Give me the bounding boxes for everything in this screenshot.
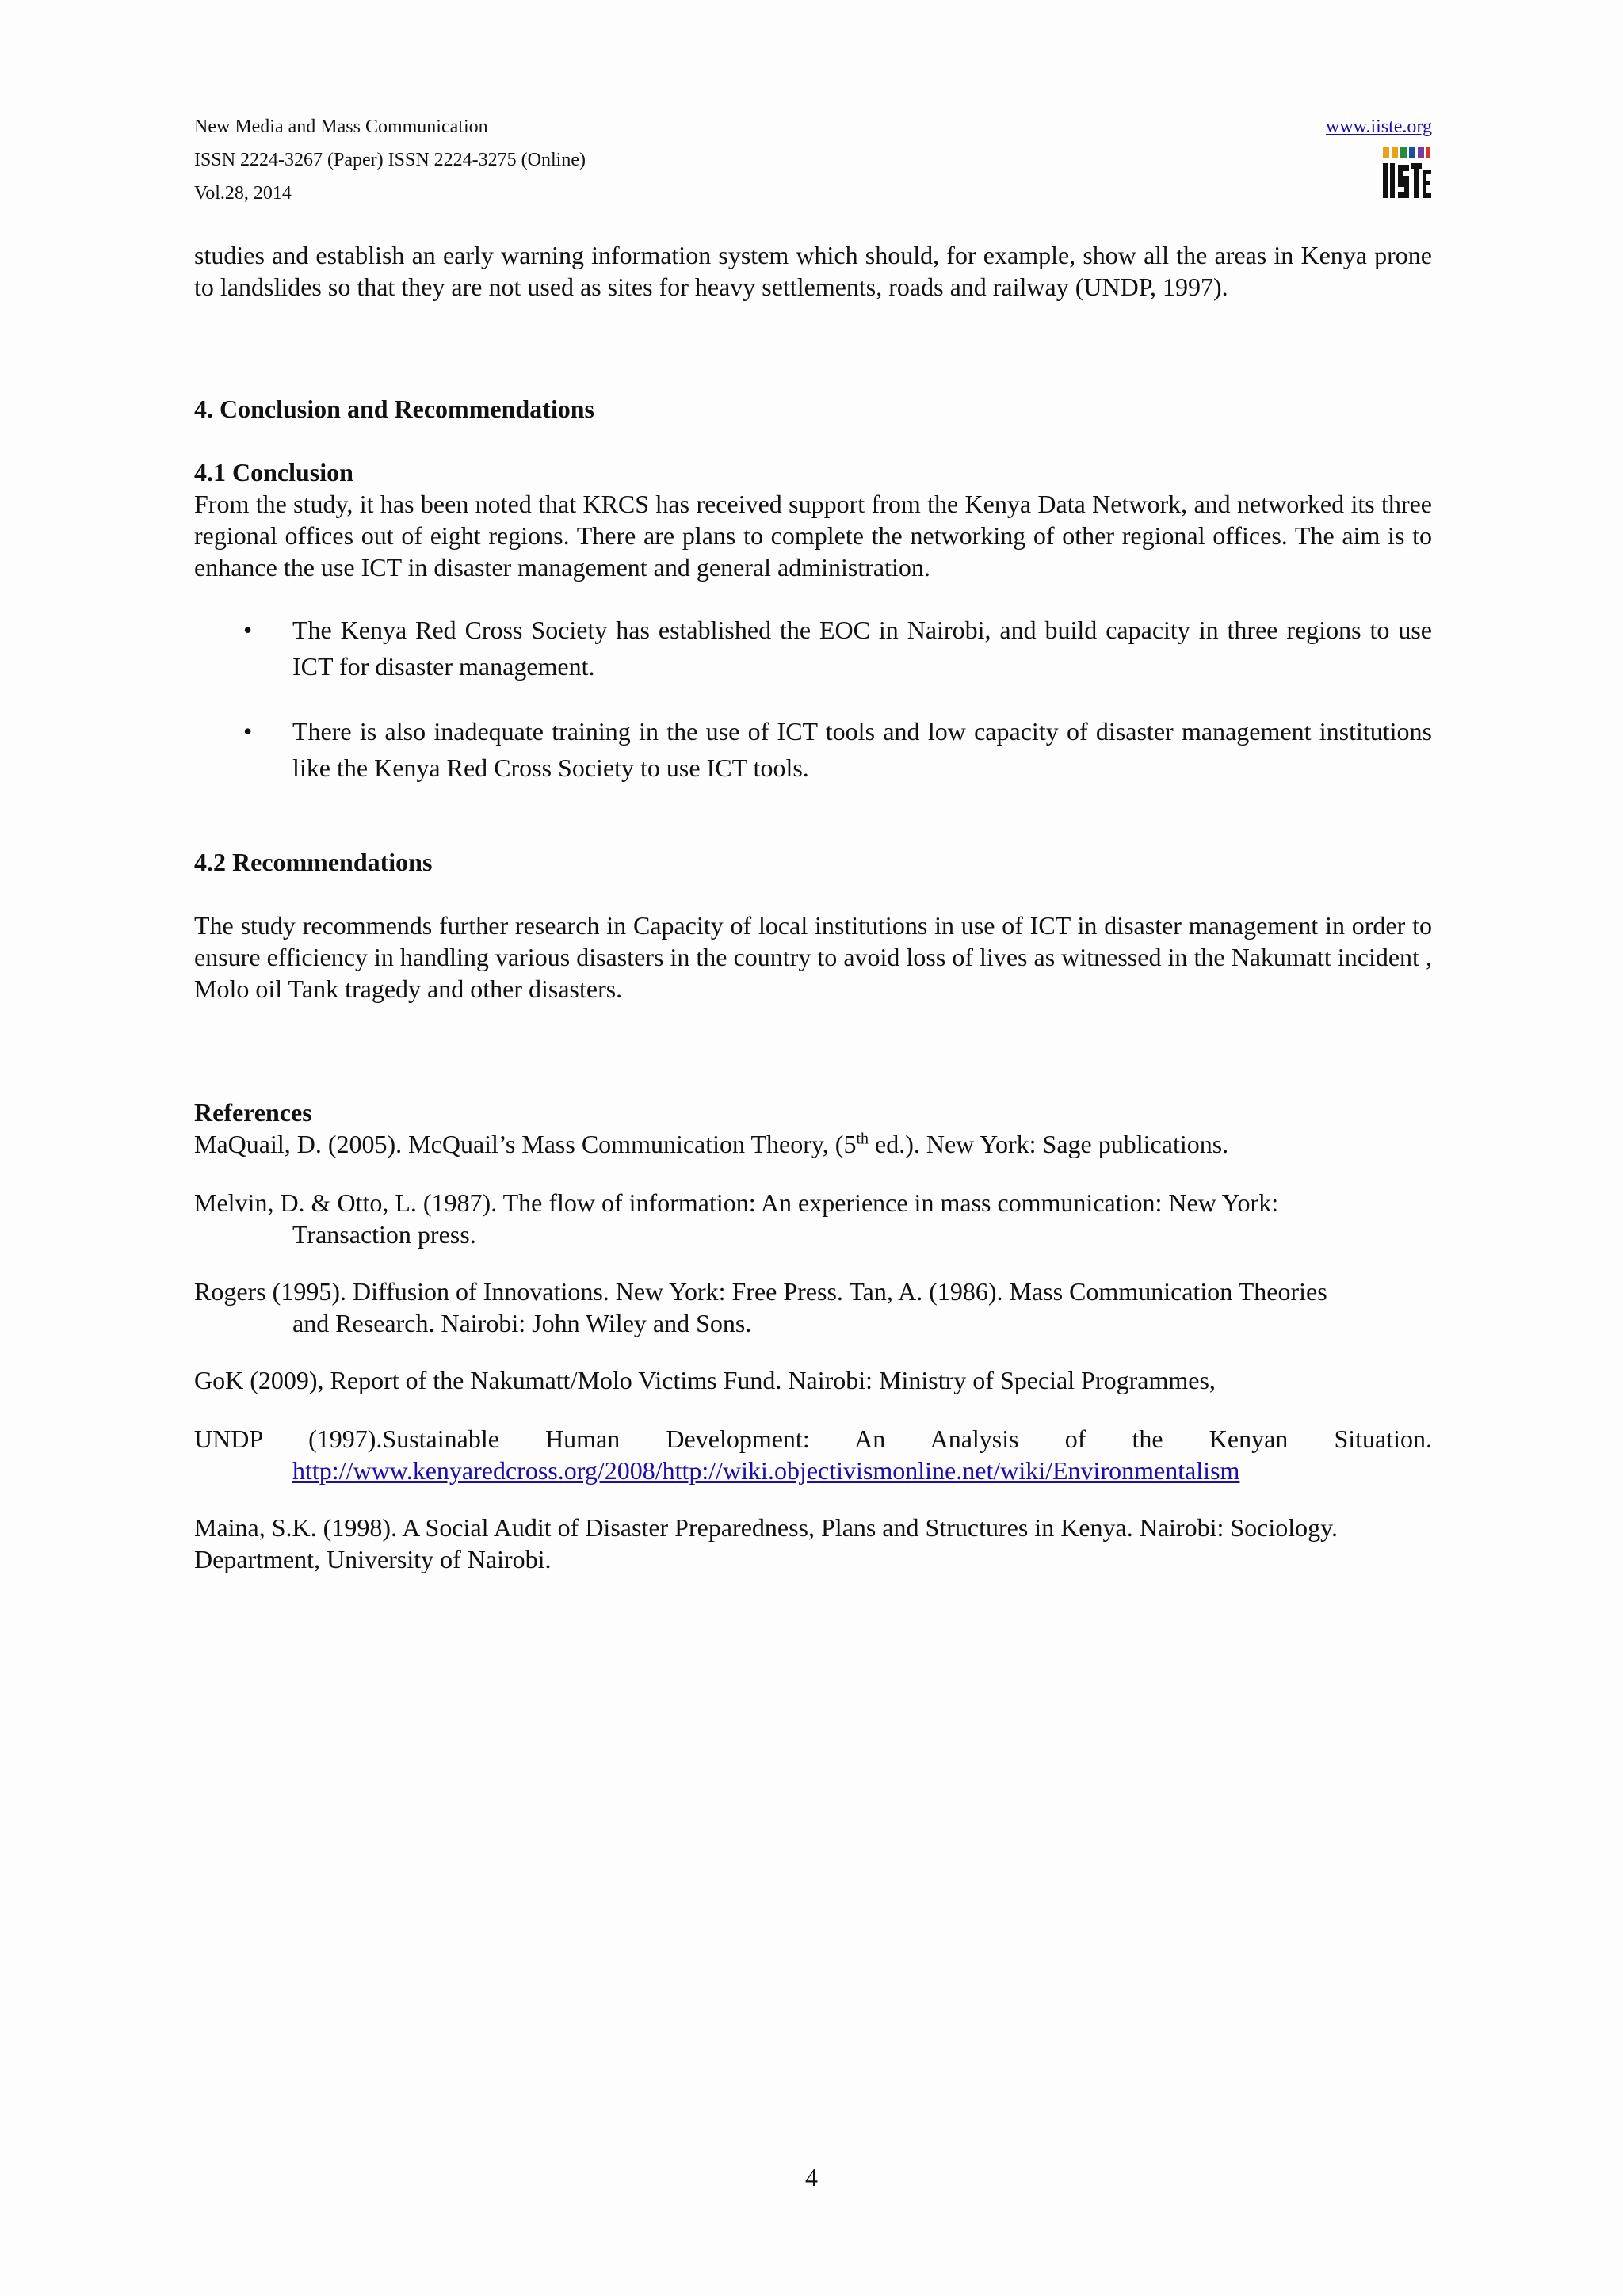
list-item [243, 713, 1432, 786]
reference-item [194, 1512, 1432, 1575]
conclusion-paragraph: From the study, it has been noted that KRCS has received support from the Kenya Data Network, and networked its three regional offices out of eight regions. There are plans to complete the networking of other regional offices. The aim is to enhance the use ICT in disaster management and general administration. [194, 490, 1432, 582]
reference-continuation: and Research. Nairobi: John Wiley and Sons. [292, 1309, 752, 1337]
bullet-text: There is also inadequate training in the use of ICT tools and low capacity of disaster management institutions like the Kenya Red Cross Society to use ICT tools. [292, 717, 1432, 782]
reference-continuation: Transaction press. [292, 1220, 476, 1249]
section-4 [194, 393, 1432, 425]
bullet-text: The Kenya Red Cross Society has established the EOC in Nairobi, and build capacity in three regions to use ICT for disaster management. [292, 616, 1432, 681]
recommendations-section [194, 846, 1432, 878]
reference-item [194, 1423, 1432, 1486]
bullet-icon: • [243, 717, 253, 746]
references-section [194, 1097, 1432, 1128]
intro-text: studies and establish an early warning information system which should, for example, show all the areas in Kenya prone to landslides so that they are not used as sites for heavy settlements, roads and railway (UNDP, 1997). [194, 241, 1432, 301]
conclusion-section [194, 456, 1432, 583]
conclusion-heading: 4.1 Conclusion [194, 458, 353, 486]
references-heading: References [194, 1098, 312, 1127]
reference-text: Maina, S.K. (1998). A Social Audit of Disaster Preparedness, Plans and Structures in Kenya. Nairobi: Sociology. [194, 1513, 1338, 1542]
journal-url-link[interactable]: www.iiste.org [1326, 116, 1432, 137]
recommendations-body [194, 910, 1432, 1005]
volume-line: Vol.28, 2014 [194, 183, 292, 204]
intro-paragraph [194, 239, 1432, 303]
reference-link[interactable]: http://www.kenyaredcross.org/2008/http://wiki.objectivismonline.net/wiki/Environmentalism [292, 1456, 1240, 1485]
reference-text: GoK (2009), Report of the Nakumatt/Molo Victims Fund. Nairobi: Ministry of Special Programmes, [194, 1366, 1216, 1394]
journal-name: New Media and Mass Communication [194, 116, 488, 137]
reference-superscript: th [856, 1130, 869, 1148]
reference-text: ed.). New York: Sage publications. [869, 1130, 1229, 1158]
section-heading: 4. Conclusion and Recommendations [194, 395, 594, 423]
page-number: 4 [805, 2163, 818, 2191]
list-item [243, 612, 1432, 685]
reference-text: Melvin, D. & Otto, L. (1987). The flow of information: An experience in mass communication: New York: [194, 1188, 1279, 1217]
reference-continuation: Department, University of Nairobi. [194, 1545, 552, 1573]
iiste-logo-icon [1381, 146, 1432, 201]
bullet-icon: • [243, 616, 253, 644]
reference-text: Rogers (1995). Diffusion of Innovations. New York: Free Press. Tan, A. (1986). Mass Communication Theories [194, 1277, 1327, 1306]
reference-item [194, 1187, 1432, 1250]
reference-item [194, 1364, 1432, 1396]
recommendations-heading: 4.2 Recommendations [194, 848, 433, 876]
reference-text: UNDP (1997).Sustainable Human Development: An Analysis of the Kenyan Situation. [194, 1425, 1432, 1453]
reference-text: MaQuail, D. (2005). McQuail’s Mass Communication Theory, (5 [194, 1130, 857, 1158]
issn-line: ISSN 2224-3267 (Paper) ISSN 2224-3275 (Online) [194, 150, 586, 170]
page-header [194, 109, 1432, 212]
reference-item [194, 1128, 1432, 1160]
reference-item [194, 1276, 1432, 1339]
recommendations-paragraph: The study recommends further research in Capacity of local institutions in use of ICT in disaster management in order to ensure efficiency in handling various disasters in the country to avoid loss of lives as witnessed in the Nakumatt incident , Molo oil Tank tragedy and other disasters. [194, 911, 1432, 1003]
